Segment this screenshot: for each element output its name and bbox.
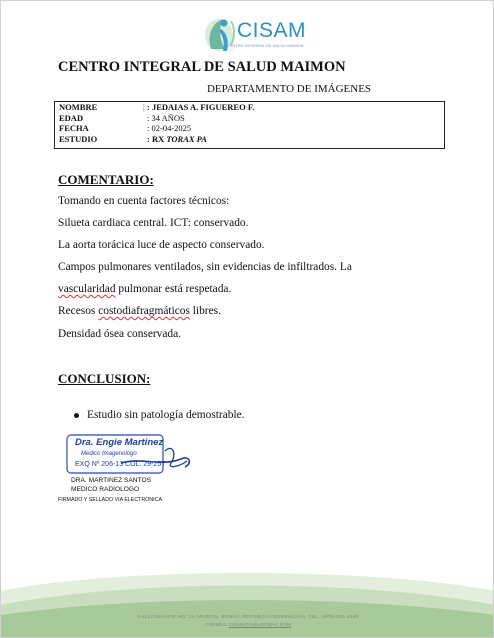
department-title	[1, 83, 494, 95]
comment-line: Recesos costodiafragmáticos libres.	[58, 305, 221, 317]
doctor-name: DRA. MARTINEZ SANTOS	[71, 477, 151, 484]
footer-address: CALLE DUARTE NO. 15, MAIMÓN, BONAO, REPUBLICA DOMINICANA, TEL.: (809)-551-2198	[137, 615, 359, 620]
study-value-prefix: : RX	[147, 133, 167, 144]
study-row	[55, 134, 444, 145]
footer-email-prefix: CORREO:	[204, 623, 229, 628]
date-label: FECHA	[59, 123, 89, 134]
comment-line: Silueta cardiaca central. ICT: conservado.	[58, 217, 249, 229]
edit-mark-icon: ⸽	[143, 104, 145, 112]
stamp-exq: EXQ Nº 206-13 COL. 29-257	[75, 461, 166, 468]
brand-name: CISAM	[237, 19, 307, 42]
conclusion-title: CONCLUSION:	[58, 371, 151, 386]
study-label: ESTUDIO	[59, 133, 98, 144]
signed-note: FIRMADO Y SELLADO VIA ELECTRONICA	[58, 497, 163, 503]
footer-email-address: CISAM.DO@HOTMAIL.COM	[228, 623, 292, 628]
brand-tagline: CENTRO INTEGRAL DE SALUD MAIMON	[227, 43, 304, 48]
stamp-role: Medico Imagenologo	[81, 451, 137, 457]
name-value: : JEDAIAS A. FIGUEREO F.	[147, 102, 255, 112]
doctor-stamp	[61, 433, 201, 481]
comment-line: La aorta torácica luce de aspecto conservado.	[58, 239, 265, 251]
comment-line: Campos pulmonares ventilados, sin evidencias de infiltrados. La	[58, 261, 352, 273]
age-label: EDAD	[59, 112, 84, 123]
conclusion-item: Estudio sin patología demostrable.	[87, 409, 245, 421]
comment-title: COMENTARIO:	[58, 172, 154, 187]
patient-info-box	[54, 101, 445, 149]
comment-line: Tomando en cuenta factores técnicos:	[58, 195, 230, 207]
bullet-icon	[74, 413, 79, 418]
study-value-italic: TORAX PA	[166, 133, 207, 144]
date-value: : 02-04-2025	[147, 123, 192, 134]
age-row	[55, 113, 444, 124]
name-row	[55, 102, 444, 113]
date-row	[55, 123, 444, 134]
doctor-title: MEDICO RADIOLOGO	[71, 486, 140, 493]
department-label: DEPARTAMENTO DE IMÁGENES	[206, 83, 372, 95]
study-value	[147, 134, 207, 145]
footer-email	[1, 623, 494, 628]
age-value: : 34 AÑOS	[147, 112, 185, 123]
stamp-name: Dra. Engie Martinez	[75, 437, 164, 448]
comment-line: vascularidad pulmonar está respetada.	[58, 283, 232, 295]
name-label: NOMBRE	[59, 102, 98, 112]
center-title: CENTRO INTEGRAL DE SALUD MAIMON	[58, 59, 346, 75]
comment-line: Densidad ósea conservada.	[58, 328, 182, 340]
cisam-logo	[197, 13, 317, 55]
